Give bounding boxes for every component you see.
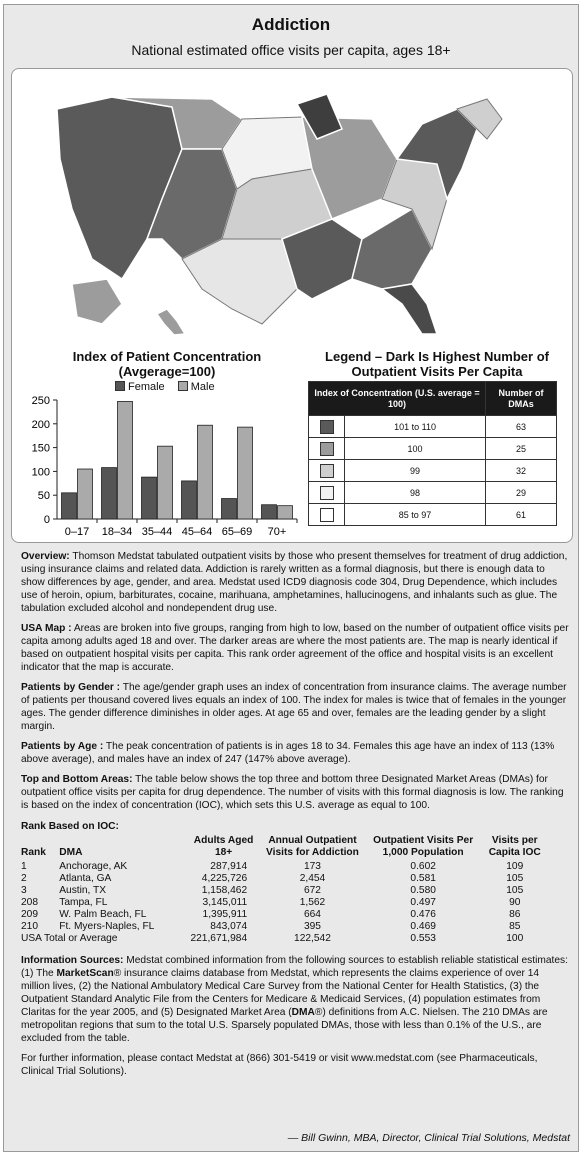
table-cell: 209 xyxy=(21,909,38,920)
overview-label: Overview: xyxy=(21,551,70,562)
bar-male-1 xyxy=(118,401,133,519)
table-cell: Anchorage, AK xyxy=(59,861,128,872)
bar-male-3 xyxy=(198,425,213,519)
signature: — Bill Gwinn, MBA, Director, Clinical Trial Solutions, Medstat xyxy=(287,1132,570,1144)
legend-row xyxy=(309,416,557,438)
x-tick-label: 70+ xyxy=(267,526,287,538)
table-row xyxy=(21,885,551,897)
table-row xyxy=(21,909,551,921)
table-cell: 1,562 xyxy=(299,897,326,908)
table-cell: 3 xyxy=(21,885,27,896)
legend-swatch-cell xyxy=(309,416,345,438)
usa-map-label: USA Map : xyxy=(21,623,72,634)
table-cell: 221,671,984 xyxy=(190,933,248,944)
gender-paragraph xyxy=(21,681,569,733)
table-cell: 843,074 xyxy=(210,921,248,932)
page xyxy=(3,4,579,1152)
table-row xyxy=(21,933,551,945)
table-cell: 0.553 xyxy=(410,933,436,944)
map-region-hawaii xyxy=(157,309,185,335)
table-cell: 0.469 xyxy=(410,921,436,932)
overview-paragraph xyxy=(21,550,569,615)
legend-range: 99 xyxy=(345,460,486,482)
legend-row xyxy=(309,504,557,526)
rank-table xyxy=(21,835,551,945)
map-region-west xyxy=(57,97,182,279)
table-cell: USA Total or Average xyxy=(21,933,118,944)
legend-swatch xyxy=(320,508,334,522)
legend-swatch xyxy=(320,442,334,456)
table-cell: 0.580 xyxy=(410,885,436,896)
legend-row xyxy=(309,460,557,482)
table-cell: 0.476 xyxy=(410,909,436,920)
bar-male-0 xyxy=(78,469,93,519)
x-tick-label: 65–69 xyxy=(221,526,253,538)
rank-header-rank: Rank xyxy=(21,847,46,858)
table-cell: 287,914 xyxy=(210,861,248,872)
top-bottom-label: Top and Bottom Areas: xyxy=(21,774,133,785)
age-paragraph xyxy=(21,740,569,766)
bar-female-2 xyxy=(142,477,157,519)
sources-text-1: Medstat combined information from the following sources to establish reliable statistical estimates: (1) The xyxy=(21,955,568,979)
rank-header-row xyxy=(21,835,551,861)
legend-count: 61 xyxy=(486,504,557,526)
legend-count: 63 xyxy=(486,416,557,438)
chart-title: Index of Patient Concentration (Avgerage=100) xyxy=(72,349,262,379)
table-row xyxy=(21,861,551,873)
x-tick-label: 35–44 xyxy=(141,526,173,538)
bar-female-3 xyxy=(182,481,197,519)
table-cell: 1 xyxy=(21,861,27,872)
y-tick-label: 200 xyxy=(31,418,50,431)
overview-text: Thomson Medstat tabulated outpatient visits by those who present themselves for treatment of drug addiction, using insurance claims and related data. Addiction is rarely written as a formal diagnosis, but there is enough data to show differences by age, gender, and area. Medstat used ICD9 diagnosis code 304, Drug Dependence, which includes use of heroin, opium, barbiturates, cocaine, marihuana, amphetamines, hallucinogens, and inhalants such as glue. The tabulation excluded alcohol and nondependent drug use. xyxy=(21,551,568,614)
table-cell: 0.497 xyxy=(410,897,436,908)
page-title: Addiction xyxy=(251,15,331,34)
bar-female-5 xyxy=(262,505,277,519)
table-row xyxy=(21,873,551,885)
legend-swatch-cell xyxy=(309,438,345,460)
table-cell: 105 xyxy=(506,885,524,896)
y-tick-label: 150 xyxy=(31,442,50,455)
gender-text: The age/gender graph uses an index of concentration from insurance claims. The average number of patients per thousand covered lives equals an index of 100. The index for males is twice that of females in the younger ages. The gender difference diminishes in older ages. At age 65 and over, females are the leading gender by a slight margin. xyxy=(21,682,567,732)
male-swatch xyxy=(178,381,188,391)
rank-section xyxy=(21,820,569,945)
rank-header-dma: DMA xyxy=(59,847,83,858)
legend-header-row xyxy=(309,382,557,416)
sources-marketscan: MarketScan xyxy=(56,968,114,979)
table-cell: 210 xyxy=(21,921,38,932)
figure-panel xyxy=(11,68,573,543)
female-legend-label: Female xyxy=(128,381,165,393)
table-cell: 0.602 xyxy=(410,861,436,872)
map-region-alaska xyxy=(72,279,122,324)
bar-female-0 xyxy=(62,493,77,519)
age-gender-bar-chart xyxy=(12,392,302,542)
x-tick-label: 45–64 xyxy=(181,526,213,538)
bar-female-1 xyxy=(102,468,117,519)
rank-header-visits: Annual Outpatient Visits for Addiction xyxy=(266,835,359,858)
y-tick-label: 0 xyxy=(43,514,50,526)
article-body xyxy=(21,550,569,1085)
legend-range: 100 xyxy=(345,438,486,460)
sources-label: Information Sources: xyxy=(21,955,124,966)
table-cell: 0.581 xyxy=(410,873,436,884)
rank-header-ioc: Visits per Capita IOC xyxy=(488,835,541,858)
x-tick-label: 18–34 xyxy=(101,526,133,538)
table-cell: 86 xyxy=(509,909,521,920)
page-subtitle: National estimated office visits per capita, ages 18+ xyxy=(131,42,451,58)
rank-header-per-1000: Outpatient Visits Per 1,000 Population xyxy=(373,835,474,858)
usa-map-text: Areas are broken into five groups, ranging from high to low, based on the number of outpatient office visits per capita among adults aged 18 and over. The darker areas are where the most patients are. The map is nearly identical if based on outpatient hospital visits per capita. This rank order agreement of the office and hospital visits is an excellent indicator that the map is accurate. xyxy=(21,623,569,673)
legend-title: Legend – Dark Is Highest Number of Outpatient Visits Per Capita xyxy=(325,349,549,379)
legend-swatch xyxy=(320,464,334,478)
table-cell: 2 xyxy=(21,873,27,884)
table-cell: 4,225,726 xyxy=(201,873,248,884)
bar-male-5 xyxy=(278,506,293,519)
table-cell: 1,158,462 xyxy=(201,885,248,896)
table-row xyxy=(21,921,551,933)
table-cell: W. Palm Beach, FL xyxy=(59,909,147,920)
legend-range: 101 to 110 xyxy=(345,416,486,438)
table-cell: 3,145,011 xyxy=(202,897,248,908)
usa-map-paragraph xyxy=(21,622,569,674)
male-legend-label: Male xyxy=(190,381,215,393)
legend-swatch-cell xyxy=(309,504,345,526)
x-tick-label: 0–17 xyxy=(64,526,90,538)
legend-row xyxy=(309,482,557,504)
table-cell: Tampa, FL xyxy=(59,897,108,908)
legend-swatch xyxy=(320,420,334,434)
top-bottom-paragraph xyxy=(21,773,569,812)
y-tick-label: 50 xyxy=(37,490,50,503)
table-cell: 1,395,911 xyxy=(202,909,248,920)
legend-range: 85 to 97 xyxy=(345,504,486,526)
table-cell: 122,542 xyxy=(294,933,331,944)
legend-col1-header: Index of Concentration (U.S. average = 100) xyxy=(309,382,486,416)
sources-text-2: ® insurance claims database from Medstat, which represents the claims experience of over 14 million lives, (2) the National Ambulatory Medical Care Survey from the National Center for Health Statistics, (3) the Outpatient Standard Analytic File from the Centers for Medicare & Medicaid Services, (4) population estimates from Claritas for the year 2005, and (5) Designated Market Area ( xyxy=(21,968,541,1018)
sources-paragraph xyxy=(21,954,569,1045)
table-row xyxy=(21,897,551,909)
legend-range: 98 xyxy=(345,482,486,504)
top-bottom-text: The table below shows the top three and bottom three Designated Market Areas (DMAs) for outpatient office visits per capita for drug dependence. The number of visits with this formal diagnosis is low. The ranking is based on the index of concentration (IOC), which sets this U.S. average as equal to 100. xyxy=(21,774,564,811)
table-cell: 395 xyxy=(303,921,321,932)
sources-dma: DMA xyxy=(291,1007,315,1018)
table-cell: Atlanta, GA xyxy=(59,873,112,884)
female-swatch xyxy=(115,381,125,391)
legend-row xyxy=(309,438,557,460)
table-cell: Austin, TX xyxy=(59,885,107,896)
map-region-florida xyxy=(382,284,437,334)
bar-male-2 xyxy=(158,446,173,519)
legend-swatch-cell xyxy=(309,460,345,482)
sources-text-3: ®) definitions from A.C. Nielsen. The 210 DMAs are metropolitan regions that sum to the total U.S. Sparsely populated DMAs, those with less than 0.1% of the U.S., are excluded from the table. xyxy=(21,1007,548,1044)
age-text: The peak concentration of patients is in ages 18 to 34. Females this age have an index of 113 (13% above average), and males have an index of 247 (147% above average). xyxy=(21,741,555,765)
table-cell: 208 xyxy=(21,897,38,908)
rank-caption: Rank Based on IOC: xyxy=(21,821,119,832)
table-cell: 173 xyxy=(303,861,321,872)
legend-swatch xyxy=(320,486,334,500)
table-cell: 100 xyxy=(506,933,524,944)
y-tick-label: 250 xyxy=(31,395,50,407)
table-cell: 109 xyxy=(506,861,524,872)
bar-male-4 xyxy=(238,427,253,519)
legend-swatch-cell xyxy=(309,482,345,504)
legend-count: 25 xyxy=(486,438,557,460)
contact-paragraph: For further information, please contact Medstat at (866) 301-5419 or visit www.medstat.com (see Pharmaceuticals, Clinical Trial Solutions). xyxy=(21,1053,538,1077)
table-cell: 664 xyxy=(303,909,321,920)
age-label: Patients by Age : xyxy=(21,741,104,752)
table-cell: Ft. Myers-Naples, FL xyxy=(59,921,155,932)
bar-female-4 xyxy=(222,499,237,519)
table-cell: 85 xyxy=(509,921,521,932)
map-region-texas xyxy=(182,239,297,324)
table-cell: 90 xyxy=(509,897,521,908)
legend-col2-header: Number of DMAs xyxy=(486,382,557,416)
legend-count: 29 xyxy=(486,482,557,504)
legend-count: 32 xyxy=(486,460,557,482)
rank-header-adults: Adults Aged 18+ xyxy=(193,835,254,858)
table-cell: 672 xyxy=(303,885,321,896)
table-cell: 105 xyxy=(506,873,524,884)
legend-table xyxy=(308,381,557,526)
y-tick-label: 100 xyxy=(31,466,50,479)
table-cell: 2,454 xyxy=(299,873,326,884)
gender-label: Patients by Gender : xyxy=(21,682,121,693)
us-map xyxy=(52,89,507,339)
